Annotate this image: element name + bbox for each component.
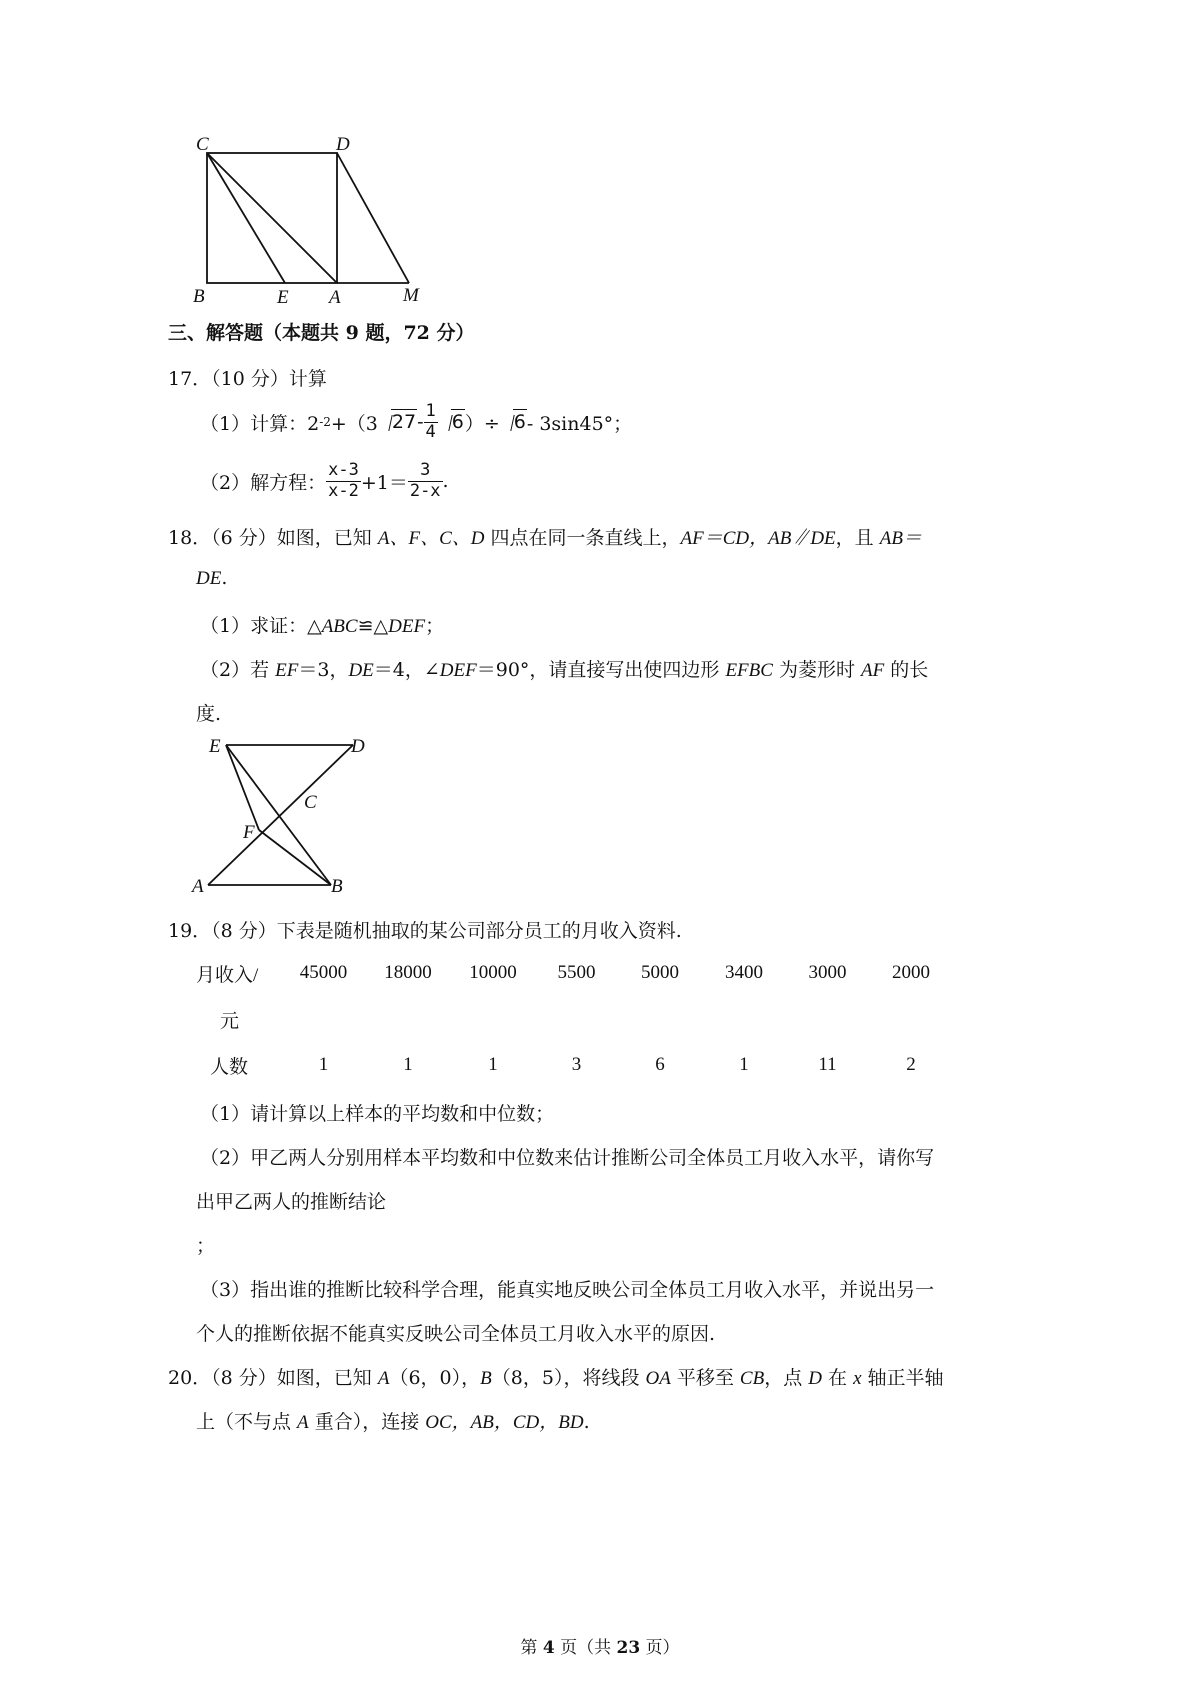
page-total: 23: [616, 1638, 641, 1658]
fraction-one-quarter: $\frac{1}{4}$: [425, 400, 436, 442]
table-row-income: [196, 950, 953, 996]
label-f: F: [243, 822, 255, 843]
q18-line1: 18．（6 分）如图，已知 A、F、C、D 四点在同一条直线上，AF＝CD，AB∥DE，且 AB＝: [168, 527, 922, 549]
income-cell: 3000: [808, 962, 847, 983]
income-cell: 2000: [892, 962, 930, 983]
q19-part3-line1: （3）指出谁的推断比较科学合理，能真实地反映公司全体员工月收入水平，并说出另一: [200, 1279, 935, 1301]
q18-part2: （2）若 EF＝3，DE＝4，∠DEF＝90°，请直接写出使四边形 EFBC 为菱形时 AF 的长: [200, 659, 929, 681]
label-b: B: [193, 286, 205, 307]
table-row-unit: [196, 996, 953, 1042]
count-cell: 3: [571, 1054, 582, 1075]
header-cell-income: 月收入/: [196, 964, 259, 986]
q19-part1: （1）请计算以上样本的平均数和中位数；: [200, 1103, 555, 1125]
segment-da: [208, 745, 353, 885]
fraction-x3-x2: $\frac{x-3}{x-2}$: [328, 459, 359, 501]
header-cell-count: 人数: [210, 1056, 249, 1078]
label-m: M: [403, 285, 419, 306]
section-heading: 三、解答题（本题共 9 题，72 分）: [168, 322, 475, 344]
sqrt-6-b: 6: [501, 411, 527, 433]
q17-part1: （1）计算：2 -2 +（3 27 - $\frac{1}{4}$ 6 ）÷ 6 - 3sin45°；: [200, 400, 633, 442]
q19-part2-semicolon: ；: [196, 1235, 216, 1257]
income-cell: 5500: [557, 962, 596, 983]
count-cell: 11: [818, 1054, 837, 1075]
q19-title: 19．（8 分）下表是随机抽取的某公司部分员工的月收入资料.: [168, 920, 682, 942]
count-cell: 6: [655, 1054, 665, 1075]
q17-part2: （2）解方程： $\frac{x-3}{x-2}$ +1＝ $\frac{3}{2-x}$ .: [200, 459, 449, 501]
income-cell: 45000: [299, 962, 348, 983]
label-e: E: [277, 287, 289, 308]
label-d: D: [336, 134, 350, 155]
income-cell: 3400: [725, 962, 763, 983]
count-cell: 1: [403, 1054, 413, 1075]
page-footer: 第 4 页（共 23 页）: [520, 1638, 680, 1658]
q19-part3-line2: 个人的推断依据不能真实反映公司全体员工月收入水平的原因.: [196, 1323, 716, 1345]
q19-part2-line2: 出甲乙两人的推断结论: [196, 1191, 387, 1213]
sqrt-6: 6: [439, 411, 465, 433]
segment-ca: [207, 153, 337, 283]
fraction-3-2x: $\frac{3}{2-x}$: [409, 459, 441, 501]
q17-title: 17．（10 分）计算: [168, 368, 327, 390]
page-number: 4: [542, 1638, 555, 1658]
count-cell: 1: [488, 1054, 498, 1075]
q18-part2-cont: 度.: [196, 703, 222, 725]
segment-dm: [337, 153, 409, 283]
table-row-count: [196, 1042, 953, 1088]
q20-line2: 上（不与点 A 重合），连接 OC，AB，CD，BD.: [196, 1411, 590, 1433]
income-cell: 5000: [641, 962, 679, 983]
header-cell-unit: 元: [220, 1010, 240, 1032]
q19-part2-line1: （2）甲乙两人分别用样本平均数和中位数来估计推断公司全体员工月收入水平，请你写: [200, 1147, 935, 1169]
segment-eb: [226, 745, 331, 885]
label-b: B: [331, 876, 343, 897]
segment-ce: [207, 153, 285, 283]
label-a: A: [192, 876, 204, 897]
income-cell: 10000: [469, 962, 517, 983]
segment-ef: [226, 745, 259, 830]
count-cell: 1: [739, 1054, 749, 1075]
count-cell: 2: [906, 1054, 916, 1075]
label-c: C: [304, 792, 317, 813]
label-d: D: [351, 736, 365, 757]
income-table: [196, 950, 953, 1088]
label-a: A: [329, 287, 341, 308]
income-cell: 18000: [384, 962, 432, 983]
label-e: E: [209, 736, 221, 757]
q18-part1: （1）求证：△ABC≌△DEF；: [200, 615, 445, 637]
q20-line1: 20．（8 分）如图，已知 A（6，0），B（8，5），将线段 OA 平移至 CB，点 D 在 x 轴正半轴: [168, 1367, 944, 1389]
figure-square-cdabm: [190, 130, 440, 310]
count-cell: 1: [318, 1054, 329, 1075]
label-c: C: [196, 134, 209, 155]
sqrt-27: 27: [379, 411, 417, 433]
q18-line2: DE.: [196, 567, 228, 589]
figure-triangles-edcfab: [190, 730, 380, 898]
